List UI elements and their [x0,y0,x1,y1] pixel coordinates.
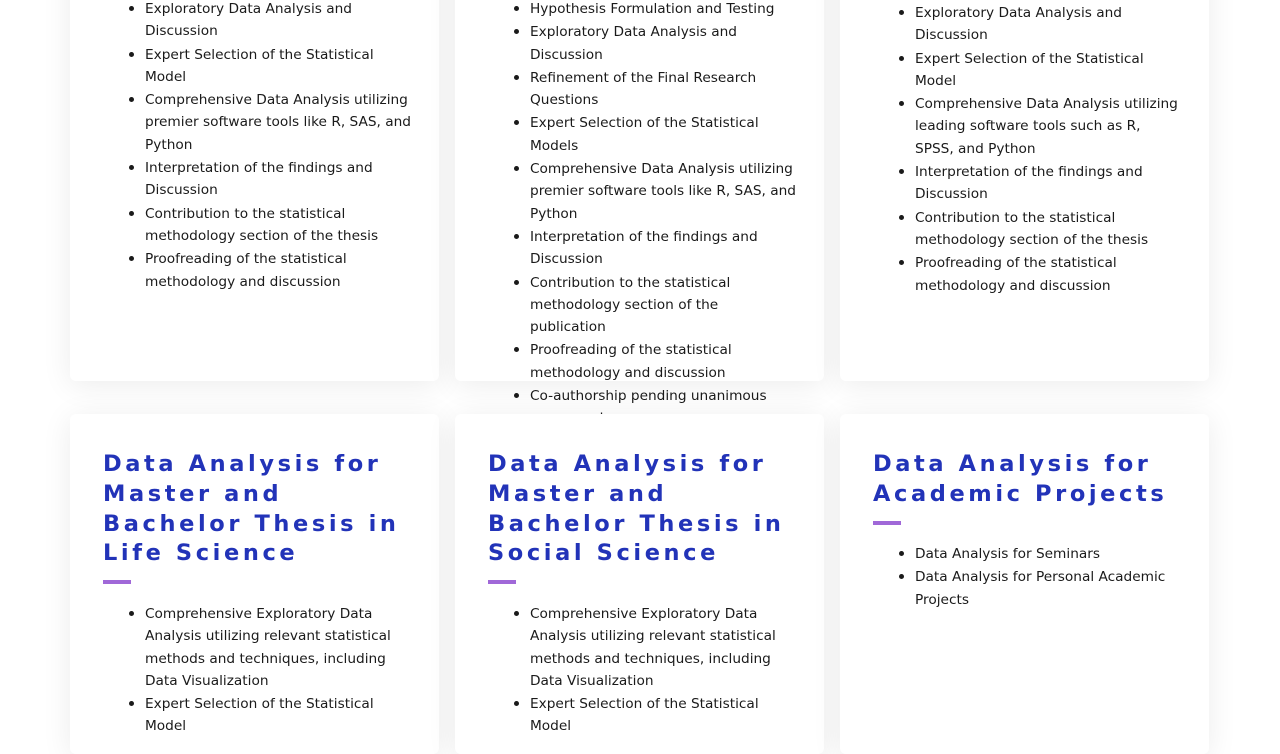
list-item: • Comprehensive Data Analysis utilizing premier software tools like R, SAS, and Python [145,88,411,156]
list-item: • Proofreading of the statistical methodology and discussion [915,251,1181,297]
title-accent-bar [103,580,131,584]
feature-list [455,0,824,430]
list-item: • Refinement of the Final Research Questions [530,66,796,112]
list-item: • Proofreading of the statistical methodology and discussion [530,338,796,384]
service-card-life-science [70,414,439,754]
title-accent-bar [873,521,901,525]
list-item: • Expert Selection of the Statistical Models [530,111,796,157]
list-item: • Expert Selection of the Statistical Model [530,692,796,738]
list-item: • Contribution to the statistical methodology section of the publication [530,271,796,339]
card-title: Data Analysis for Academic Projects [873,451,1168,507]
list-item: • Comprehensive Exploratory Data Analysis utilizing relevant statistical methods and techniques, including Data Visualization [530,602,796,692]
list-item: • Co-authorship pending unanimous [530,384,796,430]
card-title: Data Analysis for Master and Bachelor Thesis in Life Science [103,451,400,567]
service-card-top-3 [840,0,1209,381]
list-item: • Comprehensive Data Analysis utilizing leading software tools such as R, SPSS, and Python [915,92,1181,160]
list-item: • Contribution to the statistical methodology section of the thesis [915,206,1181,252]
service-card-academic-projects [840,414,1209,754]
list-item: • Comprehensive Exploratory Data Analysis utilizing relevant statistical methods and techniques, including Data Visualization [145,602,411,692]
feature-list [455,602,824,738]
service-card-social-science [455,414,824,754]
list-item: • Data Analysis for Seminars [915,542,1181,565]
list-item: • Proofreading of the statistical methodology and discussion [145,247,411,293]
list-item: • Hypothesis Formulation and Testing [530,0,796,20]
list-item: • Exploratory Data Analysis and Discussion [530,20,796,66]
feature-list [70,602,439,738]
list-item: • Data Analysis for Personal Academic Projects [915,565,1181,611]
list-item: • Interpretation of the findings and Discussion [145,156,411,202]
service-card-top-1 [70,0,439,381]
list-item: • Interpretation of the findings and Discussion [530,225,796,271]
list-item: • Expert Selection of the Statistical Model [145,43,411,89]
list-item: • Exploratory Data Analysis and Discussion [915,1,1181,47]
feature-list [70,0,439,293]
list-item: • Contribution to the statistical methodology section of the thesis [145,202,411,248]
list-item: • Expert Selection of the Statistical Model [145,692,411,738]
title-accent-bar [488,580,516,584]
feature-list [840,1,1209,297]
list-item: • Comprehensive Data Analysis utilizing premier software tools like R, SAS, and Python [530,157,796,225]
list-item: • Interpretation of the findings and Discussion [915,160,1181,206]
card-title: Data Analysis for Master and Bachelor Thesis in Social Science [488,451,785,567]
list-item: • Expert Selection of the Statistical Model [915,47,1181,93]
service-card-top-2 [455,0,824,405]
list-item: • Exploratory Data Analysis and Discussion [145,0,411,43]
feature-list [840,542,1209,611]
